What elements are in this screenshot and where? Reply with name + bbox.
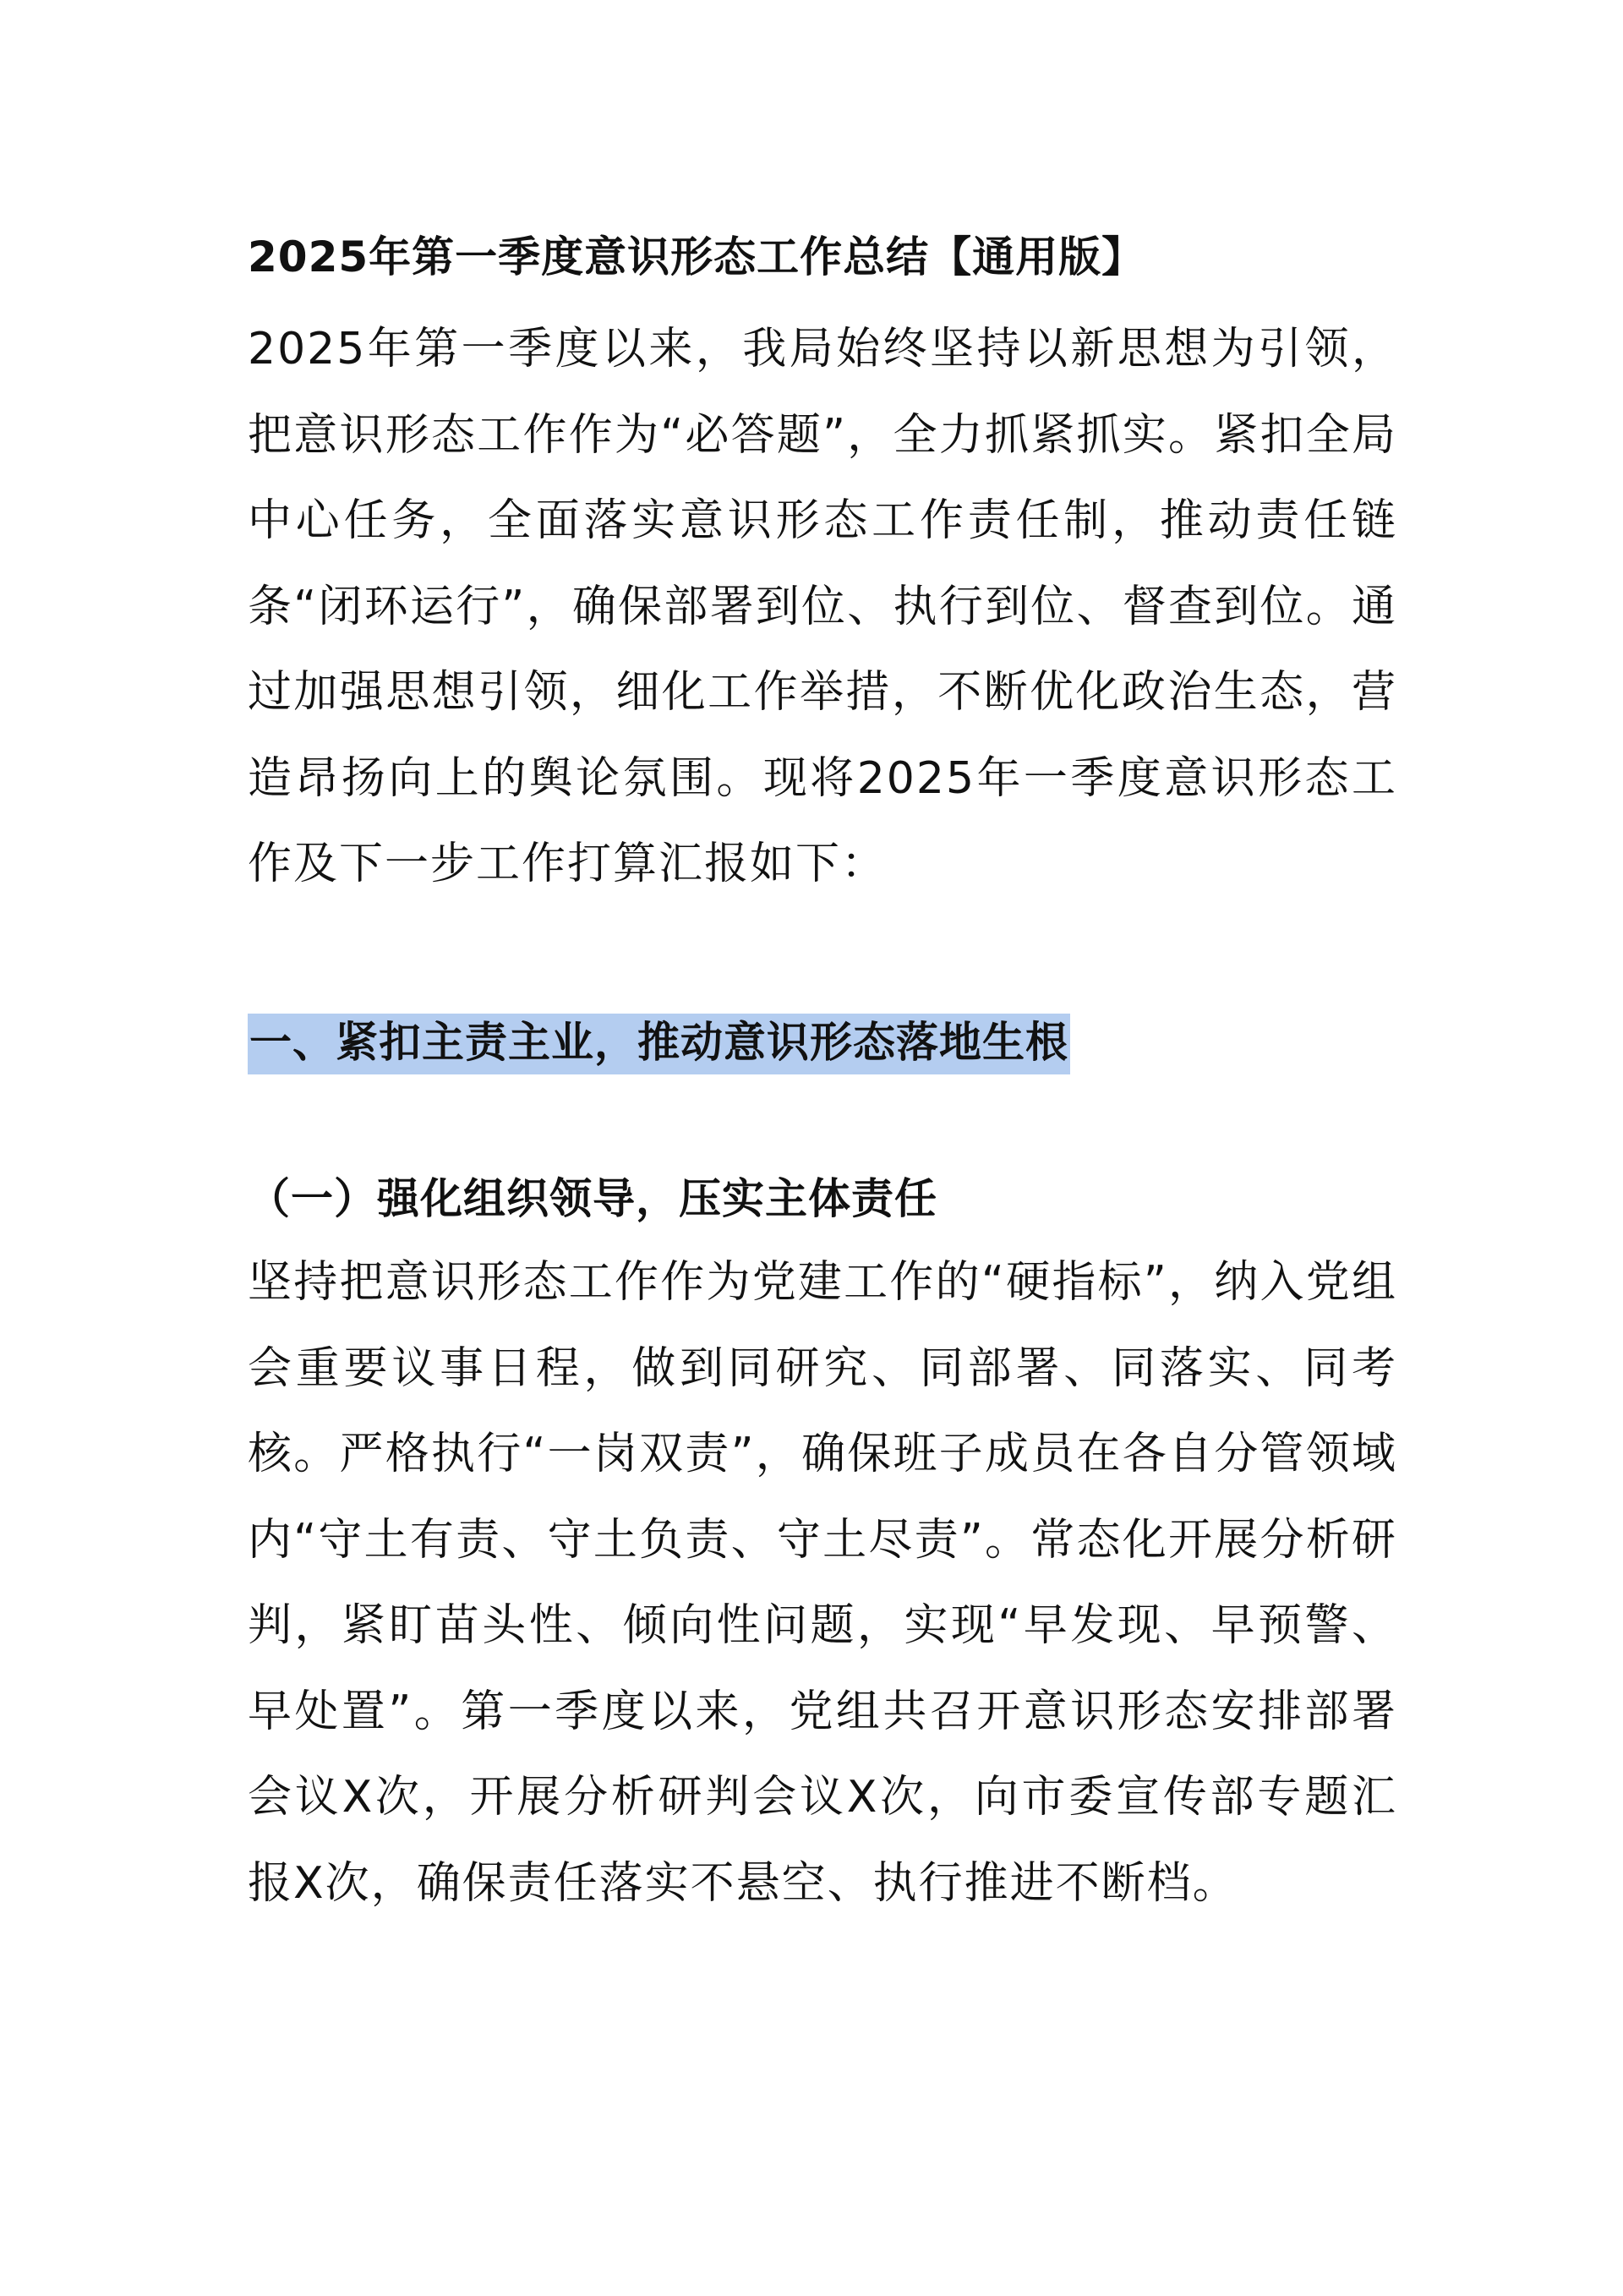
section-heading-highlighted: 一、紧扣主责主业，推动意识形态落地生根 [248, 1014, 1070, 1074]
subsection-paragraph: 坚持把意识形态工作作为党建工作的“硬指标”，纳入党组会重要议事日程，做到同研究、同部署、同落实、同考核。严格执行“一岗双责”，确保班子成员在各自分管领域内“守土有责、守土负责、守土尽责”。常态化开展分析研判，紧盯苗头性、倾向性问题，实现“早发现、早预警、早处置”。第一季度以来，党组共召开意识形态安排部署会议X次，开展分析研判会议X次，向市委宣传部专题汇报X次，确保责任落实不悬空、执行推进不断档。 [248, 1257, 1397, 1909]
subsection-heading: （一）强化组织领导，压实主体责任 [248, 1174, 937, 1223]
document-title: 2025年第一季度意识形态工作总结【通用版】 [248, 232, 1145, 282]
intro-paragraph: 2025年第一季度以来，我局始终坚持以新思想为引领，把意识形态工作作为“必答题”，全力抓紧抓实。紧扣全局中心任务，全面落实意识形态工作责任制，推动责任链条“闭环运行”，确保部署到位、执行到位、督查到位。通过加强思想引领，细化工作举措，不断优化政治生态，营造昂扬向上的舆论氛围。现将2025年一季度意识形态工作及下一步工作打算汇报如下： [248, 324, 1397, 889]
